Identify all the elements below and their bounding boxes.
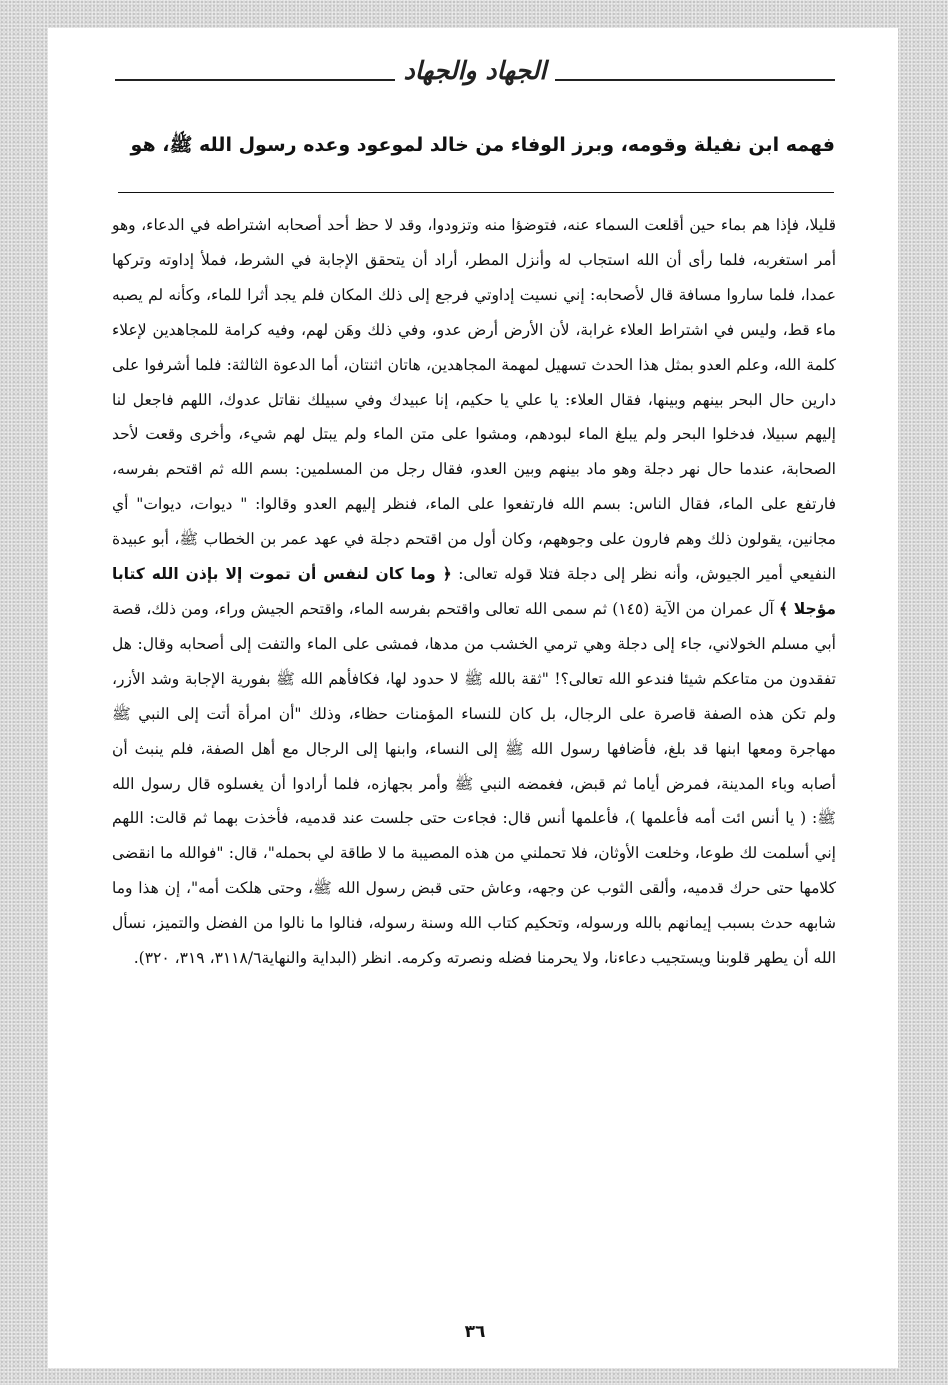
running-header <box>115 50 835 104</box>
main-text: فهمه ابن نفيلة وقومه، وبرز الوفاء من خالد لموعود وعده رسول الله ﷺ، هو <box>130 134 835 156</box>
page-number: ٣٦ <box>464 1322 486 1342</box>
header-rule-left <box>115 79 395 81</box>
footnote-text-part2: آل عمران من الآية (١٤٥) ثم سمى الله تعالى واقتحم بفرسه الماء، واقتحم الجيش وراء، ومن ذلك، قصة أبي مسلم الخولاني، جاء إلى دجلة وهي ترمي الخشب من مدها، فمشى على الماء والتفت إلى أصحابه وقال: هل تفقدون من متاعكم شيئا فندعو الله تعالى؟! "ثقة بالله ﷺ لا حدود لها، فكافأهم الله ﷺ بفورية الإجابة وشد الأزر، ولم تكن هذه الصفة قاصرة على الرجال، بل كان للنساء المؤمنات حظاء، وذلك "أن امرأة أتت إلى النبي ﷺ مهاجرة ومعها ابنها قد بلغ، فأضافها رسول الله ﷺ إلى النساء، وابنها إلى الرجال مع أهل الصفة، فلم ينبث أن أصابه وباء المدينة، فمرض أياما ثم قبض، فغمضه النبي ﷺ وأمر بجهازه، فلما أرادوا أن يغسلوه قال رسول الله ﷺ: ( يا أنس ائت أمه فأعلمها )، فأعلمها أنس قال: فجاءت حتى جلست عند قدميه، فأخذت بهما ثم قالت: اللهم إني أسلمت لك طوعا، وخلعت الأوثان، فلا تحملني من هذه المصيبة ما لا طاقة لي بحمله"، قال: "فوالله ما انقضى كلامها حتى حرك قدميه، وألقى الثوب عن وجهه، وعاش حتى قبض رسول الله ﷺ، وحتى هلكت أمه"، إن هذا وما شابهه حدث بسبب إيمانهم بالله ورسوله، وتحكيم كتاب الله وسنة رسوله، فنالوا ما نالوا من الفضل والتميز، نسأل الله أن يطهر قلوبنا ويستجيب دعاءنا، ولا يحرمنا فضله ونصرته وكرمه. انظر (البداية والنهاية٣١١٨/٦، ٣١٩، ٣٢٠). <box>112 599 836 968</box>
header-title: الجهاد والجهاد <box>403 56 547 85</box>
footnote-separator <box>118 192 834 193</box>
footnote <box>112 208 836 976</box>
quran-verse: ﴿ وما كان لنفس أن تموت إلا بإذن الله كتابا مؤجلا ﴾ <box>112 565 837 618</box>
footnote-text-part1: قليلا، فإذا هم بماء حين أقلعت السماء عنه، فتوضؤا منه وتزودوا، وقد لا حظ أحد أصحابه اشتراطه في الدعاء، وهو أمر استغربه، فلما رأى أن الله استجاب له وأنزل المطر، أراد أن يتحقق الإجابة في الشرط، فملأ إداوته وتركها عمدا، فلما ساروا مسافة قال لأصحابه: إني نسيت إداوتي فرجع إلى ذلك المكان فلم يجد أثرا للماء، وكأنه لم يصبه ماء قط، وليس في اشتراط العلاء غرابة، لأن الأرض أرض عدو، وفي ذلك وهَن لهم، وفيه كرامة للمجاهدين لإعلاء كلمة الله، وعلم العدو بمثل هذا الحدث تسهيل لمهمة المجاهدين، هاتان اثنتان، أما الدعوة الثالثة: فلما أشرفوا على دارين حال البحر بينهم وبينها، فقال العلاء: يا علي يا حكيم، إنا عبيدك وفي سبيلك نقاتل عدوك، اللهم فاجعل لنا إليهم سبيلا، فدخلوا البحر ولم يبلغ الماء لبودهم، ومشوا على متن الماء ولم يبتل لهم شيء، وأخرى وقعت لأحد الصحابة، عندما حال نهر دجلة وهو ماد بينهم وبين العدو، فقال رجل من المسلمين: بسم الله ثم اقتحم بفرسه، فارتفع على الماء، فقال الناس: بسم الله فارتفعوا على الماء، فنظر إليهم العدو وقالوا: " ديوات، ديوات" أي مجانين، يقولون ذلك وهم فارون على وجوههم، وكان أول من اقتحم دجلة في عهد عمر بن الخطاب ﷺ، أبو عبيدة النفيعي أمير الجيوش، وأنه نظر إلى دجلة فتلا قوله تعالى: <box>112 216 836 584</box>
header-rule-right <box>555 79 835 81</box>
